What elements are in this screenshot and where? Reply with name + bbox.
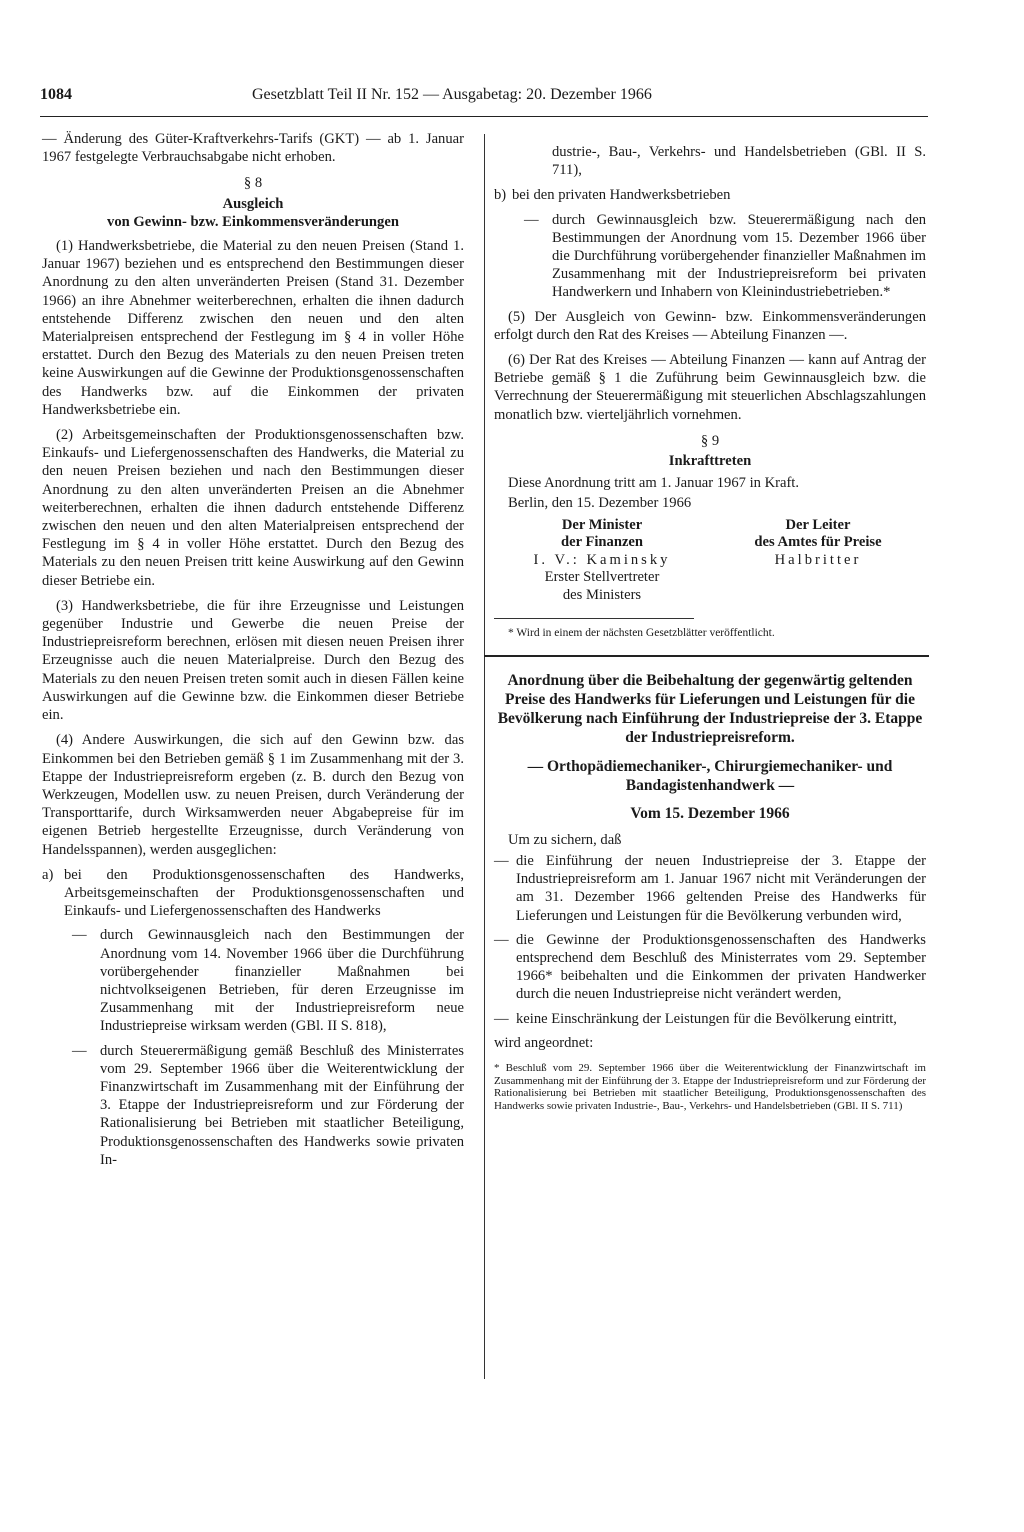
right-column — [494, 143, 926, 1112]
dash-item — [494, 931, 926, 1004]
place-date: Berlin, den 15. Dezember 1966 — [508, 495, 692, 512]
dash-item-text: durch Gewinnausgleich nach den Bestimmungen der Anordnung vom 14. November 1966 über die Durchführung vorübergehender finanzieller Maßnahmen bei nichtvolkseigenen Betrieben, für deren Erzeugnisse im Zusammenhang mit der Industriepreisreform neue Industriepreise wirksam werden (GBl. II S. 818), — [100, 927, 464, 1035]
signature-minister — [494, 517, 710, 605]
signatory-title: Der Minister — [561, 516, 643, 533]
dash-marker: — — [524, 211, 539, 228]
dash-item-text: keine Einschränkung der Leistungen für die Bevölkerung eintritt, — [516, 1010, 897, 1027]
section-number: § 8 — [243, 175, 263, 192]
signatory-name: Halbritter — [774, 551, 862, 568]
dash-marker: — — [494, 1010, 509, 1027]
ordinance-subtitle: — Orthopädiemechaniker-, Chirurgiemechaniker- und Bandagistenhandwerk — — [527, 757, 893, 794]
paragraph-1: (1) Handwerksbetriebe, die Material zu den neuen Preisen (Stand 1. Januar 1967) beziehen und es entsprechend den Bestimmungen dieser Anordnung zu den alten unveränderten Preisen (Stand 31. Dezember 1966) an ihre Abnehmer weiterberechnen, erhalten die ihnen dadurch entstehende Differenz zwischen den neuen und den alten Materialpreisen entsprechend der Festlegung im § 4 in voller Höhe erstattet. Durch den Bezug des Materials zu den neuen Preisen treten keine Auswirkungen auf die Gewinne der Produktionsgenossenschaften des Handwerks bzw. auf die Einkommen der privaten Handwerksbetriebe ein. — [42, 238, 464, 418]
continued-text: — Änderung des Güter-Kraftverkehrs-Tarifs (GKT) — ab 1. Januar 1967 festgelegte Verbrauchsabgabe nicht erhoben. — [42, 131, 464, 166]
left-column — [42, 130, 464, 1175]
dash-marker: — — [494, 853, 509, 870]
gazette-title: Gesetzblatt Teil II Nr. 152 — Ausgabetag: 20. Dezember 1966 — [252, 86, 652, 103]
signatory-office: des Amtes für Preise — [754, 534, 882, 551]
list-item-text: bei den Produktionsgenossenschaften des Handwerks, Arbeitsgemeinschaften der Produktionsgenossenschaften und Einkaufs- und Liefergenossenschaften des Handwerks — [64, 866, 464, 920]
paragraph-6: (6) Der Rat des Kreises — Abteilung Finanzen — kann auf Antrag der Betriebe gemäß § 1 die Zuführung beim Gewinnausgleich bzw. die Verrechnung der Steuerermäßigung mit steuerlichen Abschlagszahlungen monatlich bzw. vierteljährlich vornehmen. — [494, 352, 926, 423]
list-item-a — [42, 866, 464, 921]
paragraph-4: (4) Andere Auswirkungen, die sich auf den Gewinn bzw. das Einkommen bei den Betrieben gemäß § 1 im Zusammenhang mit der 3. Etappe der Industriepreisreform ergeben (z. B. durch den Bezug von Werkzeugen, Modellen usw. zu neuen Preisen, durch Veränderung der Transporttarife, durch Wirksamwerden neuer Abgabepreise für im eigenen Betrieb hergestellte Erzeugnisse, durch Veränderung von Handelsspannen), werden ausgeglichen: — [42, 732, 464, 858]
column-divider — [484, 134, 485, 1379]
footnote: * Wird in einem der nächsten Gesetzblätter veröffentlicht. — [508, 627, 775, 640]
dash-item — [494, 211, 926, 302]
dash-item-text: die Gewinne der Produktionsgenossenschaften des Handwerks entsprechend dem Beschluß des Ministerrates vom 29. September 1966* beibehalten und die Einkommen der privaten Handwerker durch die neuen Industriepreise nicht verändert werden, — [516, 931, 926, 1003]
dash-item-text: die Einführung der neuen Industriepreise der 3. Etappe der Industriepreisreform am 1. Januar 1967 nicht mit Veränderungen der am 31. Dezember 1966 geltenden Preise des Handwerks für Lieferungen und Leistungen für die Bevölkerung verbunden wird, — [516, 853, 926, 924]
dash-item-text: durch Steuerermäßigung gemäß Beschluß des Ministerrates vom 29. September 1966 über die Weiterentwicklung der Finanzwirtschaft im Zusammenhang mit der Einführung der 3. Etappe der Industriepreisreform und zur Förderung der Rationalisierung bei Betrieben mit staatlicher Beteiligung, Produktionsgenossenschaften des Handwerks sowie privaten In- — [100, 1042, 464, 1168]
paragraph-5: (5) Der Ausgleich von Gewinn- bzw. Einkommensveränderungen erfolgt durch den Rat des Kreises — Abteilung Finanzen —. — [494, 308, 926, 343]
signatory-title: Der Leiter — [785, 516, 851, 533]
signature-price-office — [710, 517, 926, 605]
dash-marker: — — [72, 927, 87, 944]
dash-item-text: durch Gewinnausgleich bzw. Steuerermäßigung nach den Bestimmungen der Anordnung vom 15. Dezember 1966 über die Durchführung vorübergehender finanzieller Maßnahmen im Zusammenhang mit der Industriepreisreform bei privaten Handwerkern und Inhabern von Kleinindustriebetrieben.* — [552, 211, 926, 301]
signatory-name: I. V.: Kaminsky — [533, 551, 671, 568]
effective-text: Diese Anordnung tritt am 1. Januar 1967 in Kraft. — [508, 475, 800, 492]
list-marker: b) — [494, 187, 507, 204]
list-marker: a) — [42, 866, 54, 883]
dash-item — [42, 1042, 464, 1169]
dash-marker: — — [72, 1042, 87, 1059]
page-number: 1084 — [40, 86, 72, 103]
section-number: § 9 — [700, 432, 720, 449]
list-item-text: bei den privaten Handwerksbetrieben — [512, 187, 731, 204]
paragraph-2: (2) Arbeitsgemeinschaften der Produktionsgenossenschaften bzw. Einkaufs- und Liefergenossenschaften des Handwerks, die Material zu den neuen Preisen beziehen und nach den Bestimmungen dieser Anordnung zu den alten unveränderten Preisen an die Abnehmer weiterberechnen, erhalten die ihnen dadurch entstehende Differenz zwischen den neuen und den alten Materialpreisen entsprechend der Festlegung im § 4 in voller Höhe erstattet. Durch den Bezug des Materials zu den neuen Preisen tritt keine Auswirkung auf den Gewinn dieser Betriebe ein. — [42, 427, 464, 589]
footnote-rule — [494, 618, 694, 619]
paragraph-3: (3) Handwerksbetriebe, die für ihre Erzeugnisse und Leistungen gegenüber Industrie und Gewerbe die neuen Preise der Industriepreisreform berechnen, erlösen mit diesen neuen Preisen ihrer Erzeugnisse auch die neuen Materialpreise. Durch den Bezug des Materials zu den neuen Preisen treten somit auch in diesen Fällen keine Auswirkungen auf die Gewinne bzw. die Einkommen dieser Betriebe ein. — [42, 597, 464, 724]
ordered-text: wird angeordnet: — [494, 1034, 594, 1051]
dash-item — [494, 1010, 926, 1028]
ordinance-date: Vom 15. Dezember 1966 — [630, 804, 790, 822]
dash-item — [42, 926, 464, 1035]
continued-text: dustrie-, Bau-, Verkehrs- und Handelsbetrieben (GBl. II S. 711), — [552, 144, 926, 179]
section-title: Inkrafttreten — [668, 453, 752, 470]
dash-marker: — — [494, 931, 509, 948]
signatory-office: der Finanzen — [560, 534, 644, 551]
section-separator — [484, 655, 929, 657]
signatory-role: des Ministers — [562, 586, 642, 603]
signature-block — [494, 517, 926, 605]
section-title: Ausgleich — [222, 195, 284, 212]
dash-item — [494, 852, 926, 925]
header-rule — [40, 116, 928, 117]
section-subtitle: von Gewinn- bzw. Einkommensveränderungen — [107, 213, 399, 230]
ordinance-title: Anordnung über die Beibehaltung der gegenwärtig geltenden Preise des Handwerks für Lieferungen und Leistungen für die Bevölkerung nach Einführung der Industriepreise der 3. Etappe der Industriepreisreform. — [497, 671, 923, 746]
list-item-b — [494, 186, 926, 204]
footnote: * Beschluß vom 29. September 1966 über die Weiterentwicklung der Finanzwirtschaft im Zusammenhang mit der Einführung der 3. Etappe der Industriepreisreform und zur Förderung der Rationalisierung bei Betrieben mit staatlicher Beteiligung, Produktionsgenossenschaften des Handwerks sowie privaten Industrie-, Bau-, Verkehrs- und Handelsbetrieben (GBl. II S. 711) — [494, 1062, 926, 1112]
intro-text: Um zu sichern, daß — [508, 831, 622, 848]
signatory-role: Erster Stellvertreter — [544, 569, 660, 586]
